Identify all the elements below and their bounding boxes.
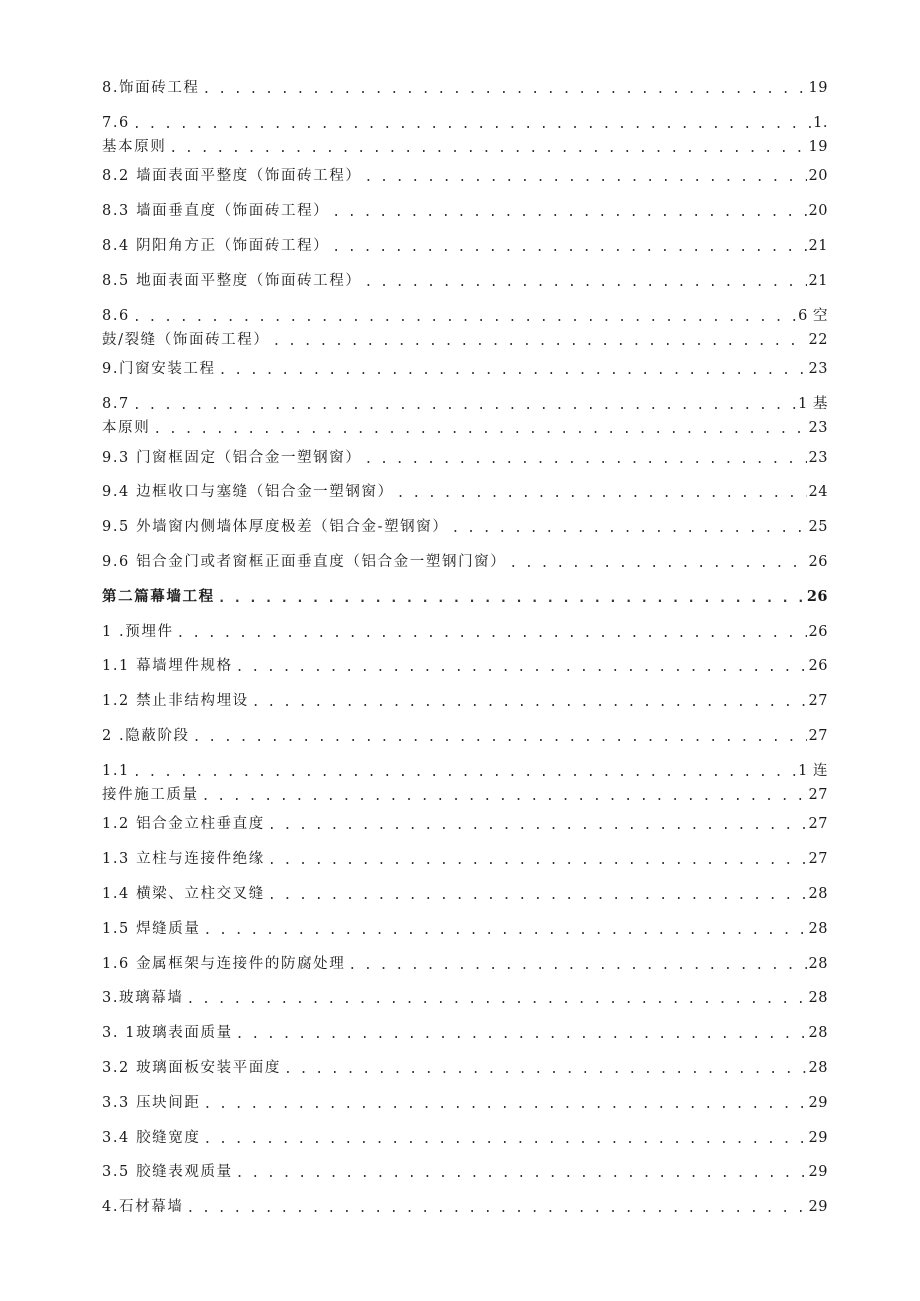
dot-leader [348,958,806,974]
toc-page-number: 26 [808,553,828,570]
toc-entry-label: 3.4 胶缝宽度 [102,1129,201,1146]
toc-page-number: 28 [808,1059,828,1076]
dot-leader [186,992,806,1008]
toc-entry[interactable] [102,814,828,834]
dot-leader [169,141,806,157]
toc-entry-continuation: 鼓/裂缝（饰面砖工程） [102,331,270,348]
toc-entry-label: 1.1 幕墙埋件规格 [102,658,233,675]
dot-leader [268,888,807,904]
toc-entry[interactable] [102,1093,828,1113]
toc-entry[interactable] [102,517,828,537]
toc-page-number: 28 [808,955,828,972]
toc-entry-label: 9.5 外墙窗内侧墙体厚度极差（铝合金-塑钢窗） [102,519,449,536]
toc-page-number: 23 [808,361,828,378]
toc-entry-label: 1.4 横梁、立柱交叉缝 [102,885,265,902]
toc-page-number: 27 [808,786,828,803]
toc-entry-label: 8.4 阴阳角方正（饰面砖工程） [102,237,330,254]
toc-entry-label: 2 .隐蔽阶段 [102,727,190,744]
toc-entry[interactable] [102,587,828,607]
toc-entry[interactable] [102,166,828,186]
toc-page-number: 26 [808,658,828,675]
toc-page-number: 25 [808,519,828,536]
toc-entry-label: 8.6 [102,307,130,324]
toc-entry[interactable] [102,359,828,379]
toc-page-number: 1 连 [798,762,828,779]
toc-entry[interactable] [102,919,828,939]
toc-entry[interactable] [102,691,828,711]
toc-page-number: 28 [808,1025,828,1042]
dot-leader [133,117,811,133]
toc-page-number: 29 [808,1199,828,1216]
toc-page-number: 20 [808,168,828,185]
dot-leader [272,334,806,350]
toc-entry[interactable] [102,849,828,869]
table-of-contents [102,78,828,1232]
toc-page-number: 21 [808,237,828,254]
toc-entry[interactable] [102,236,828,256]
toc-page-number: 28 [808,885,828,902]
toc-page-number: 27 [808,851,828,868]
toc-entry-label: 1.1 [102,762,130,779]
dot-leader [177,626,807,642]
toc-entry-label: 4.石材幕墙 [102,1199,184,1216]
toc-entry-continuation: 本原则 [102,419,151,436]
toc-page-number: 19 [808,138,828,155]
toc-page-number: 23 [808,449,828,466]
dot-leader [202,789,807,805]
toc-entry-label: 3.玻璃幕墙 [102,990,184,1007]
dot-leader [133,310,796,326]
toc-entry[interactable] [102,988,828,1008]
dot-leader [203,923,806,939]
toc-page-number: 26 [808,623,828,640]
dot-leader [133,398,796,414]
dot-leader [236,1166,807,1182]
toc-entry-label: 3.5 胶缝表观质量 [102,1164,233,1181]
toc-page-number: 29 [808,1094,828,1111]
toc-entry-label: 1.6 金属框架与连接件的防腐处理 [102,955,346,972]
dot-leader [397,486,807,502]
toc-entry-label: 1.3 立柱与连接件绝缘 [102,851,265,868]
dot-leader [252,695,807,711]
dot-leader [284,1062,807,1078]
toc-entry-label: 9.门窗安装工程 [102,361,216,378]
toc-entry[interactable] [102,394,828,438]
toc-page-number: 6 空 [798,307,828,324]
toc-entry-continuation: 接件施工质量 [102,786,199,803]
dot-leader [451,521,806,537]
toc-entry[interactable] [102,726,828,746]
toc-entry-continuation: 基本原则 [102,138,167,155]
dot-leader [332,240,806,256]
toc-page-number: 21 [808,272,828,289]
toc-entry[interactable] [102,1128,828,1148]
toc-entry-label: 3.3 压块间距 [102,1094,201,1111]
toc-entry[interactable] [102,884,828,904]
toc-page-number: 28 [808,990,828,1007]
toc-page-number: 27 [808,816,828,833]
dot-leader [133,765,796,781]
toc-entry-label: 9.6 铝合金门或者窗框正面垂直度（铝合金一塑钢门窗） [102,553,507,570]
dot-leader [364,452,806,468]
dot-leader [364,170,806,186]
toc-page-number: 28 [808,920,828,937]
toc-entry-label: 1.2 禁止非结构埋设 [102,693,249,710]
toc-page-number: 29 [808,1164,828,1181]
toc-entry[interactable] [102,552,828,572]
toc-page-number: 27 [808,693,828,710]
toc-page-number: 19 [808,80,828,96]
toc-entry[interactable] [102,448,828,468]
dot-leader [186,1201,806,1217]
toc-entry[interactable] [102,622,828,642]
toc-entry[interactable] [102,271,828,291]
toc-page-number: 20 [808,203,828,220]
dot-leader [364,275,806,291]
toc-entry-label: 8.3 墙面垂直度（饰面砖工程） [102,203,330,220]
toc-entry-label: 8.5 地面表面平整度（饰面砖工程） [102,272,362,289]
dot-leader [268,818,807,834]
toc-page-number: 22 [808,331,828,348]
dot-leader [219,363,807,379]
dot-leader [332,205,806,221]
toc-entry-label: 3. 1玻璃表面质量 [102,1025,233,1042]
dot-leader [203,1132,806,1148]
toc-entry[interactable] [102,954,828,974]
toc-entry[interactable] [102,201,828,221]
dot-leader [193,730,807,746]
toc-entry-label: 9.4 边框收口与塞缝（铝合金一塑钢窗） [102,484,394,501]
dot-leader [203,1097,806,1113]
toc-entry[interactable] [102,113,828,157]
dot-leader [236,1027,807,1043]
toc-entry-label: 1.5 焊缝质量 [102,920,201,937]
toc-entry[interactable] [102,656,828,676]
toc-page-number: 1 基 [798,395,828,412]
toc-entry-label: 3.2 玻璃面板安装平面度 [102,1059,281,1076]
toc-entry-label: 第二篇幕墙工程 [102,587,215,605]
toc-entry-label: 1.2 铝合金立柱垂直度 [102,816,265,833]
toc-entry-label: 7.6 [102,114,130,131]
dot-leader [153,422,806,438]
toc-entry[interactable] [102,1058,828,1078]
dot-leader [218,591,805,607]
toc-entry[interactable] [102,1162,828,1182]
toc-entry-label: 8.2 墙面表面平整度（饰面砖工程） [102,168,362,185]
dot-leader [203,82,807,98]
toc-entry-label: 1 .预埋件 [102,623,174,640]
toc-entry-label: 8.7 [102,395,130,412]
toc-entry[interactable] [102,1023,828,1043]
toc-entry[interactable] [102,78,828,98]
toc-page-number: 24 [808,484,828,501]
toc-entry-label: 9.3 门窗框固定（铝合金一塑钢窗） [102,449,362,466]
toc-page-number: 29 [808,1129,828,1146]
dot-leader [268,853,807,869]
toc-entry[interactable] [102,1197,828,1217]
toc-page-number: 1. [813,114,828,131]
toc-entry[interactable] [102,306,828,350]
toc-page-number: 26 [806,587,828,605]
toc-entry[interactable] [102,761,828,805]
toc-page-number: 27 [808,727,828,744]
dot-leader [236,660,807,676]
toc-page-number: 23 [808,419,828,436]
dot-leader [509,556,806,572]
toc-entry-label: 8.饰面砖工程 [102,80,200,96]
toc-entry[interactable] [102,482,828,502]
